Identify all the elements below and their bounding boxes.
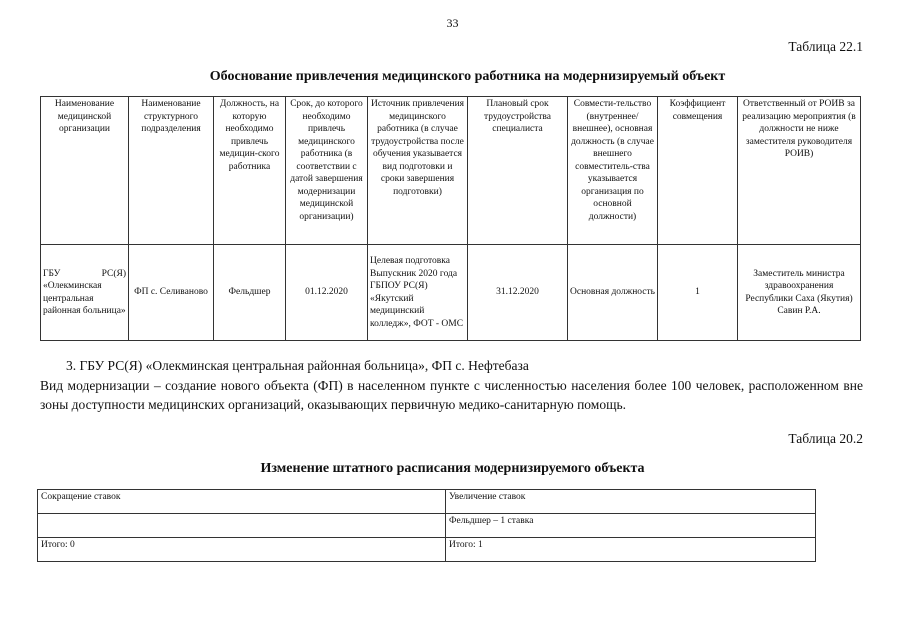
table-caption-22-1: Таблица 22.1	[788, 39, 863, 54]
header-planned-date: Плановый срок трудоустройства специалиста	[468, 97, 568, 245]
cell-coefficient: 1	[658, 245, 738, 341]
cell-position: Фельдшер	[214, 245, 286, 341]
cell-deadline: 01.12.2020	[286, 245, 368, 341]
cell-planned-date: 31.12.2020	[468, 245, 568, 341]
header-responsible: Ответственный от РОИВ за реализацию мероприятия (в должности не ниже заместителя руководителя РОИВ)	[738, 97, 861, 245]
header-increase: Увеличение ставок	[446, 490, 816, 514]
total-increase: Итого: 1	[446, 538, 816, 562]
staffing-table	[37, 489, 816, 562]
header-combination: Совмести-тельство (внутреннее/ внешнее), основная должность (в случае внешнего совместитель-ства указывается организация по основной должности)	[568, 97, 658, 245]
table-row	[41, 245, 861, 341]
header-source: Источник привлечения медицинского работника (в случае трудоустройства после обучения указывается вид подготовки и сроки завершения подготовки)	[368, 97, 468, 245]
cell-division: ФП с. Селиваново	[129, 245, 214, 341]
header-reduction: Сокращение ставок	[38, 490, 446, 514]
table-title-1: Обоснование привлечения медицинского работника на модернизируемый объект	[209, 69, 726, 84]
section-heading: 3. ГБУ РС(Я) «Олекминская центральная районная больница», ФП с. Нефтебаза	[66, 358, 529, 373]
table-header-row	[41, 97, 861, 245]
header-deadline: Срок, до которого необходимо привлечь медицинского работника (в соответствии с датой завершения модернизации медицинской организации)	[286, 97, 368, 245]
cell-organization: ГБУ РС(Я) «Олекминская центральная районная больница»	[41, 245, 129, 341]
header-division: Наименование структурного подразделения	[129, 97, 214, 245]
header-organization: Наименование медицинской организации	[41, 97, 129, 245]
table-row	[38, 514, 816, 538]
cell-reduction	[38, 514, 446, 538]
header-coefficient: Коэффициент совмещения	[658, 97, 738, 245]
page-number: 33	[446, 16, 459, 30]
justification-table	[40, 96, 861, 341]
section-paragraph: Вид модернизации – создание нового объекта (ФП) в населенном пункте с численностью населения более 100 человек, расположенном вне зоны доступности медицинских организаций, оказывающих первичную медико-санитарную помощь.	[40, 378, 863, 412]
table-title-2: Изменение штатного расписания модернизируемого объекта	[260, 461, 645, 476]
cell-increase: Фельдшер – 1 ставка	[446, 514, 816, 538]
total-reduction: Итого: 0	[38, 538, 446, 562]
table-caption-20-2: Таблица 20.2	[788, 431, 863, 446]
cell-responsible: Заместитель министра здравоохранения Республики Саха (Якутия) Савин Р.А.	[738, 245, 861, 341]
table-row	[38, 490, 816, 514]
table-row	[38, 538, 816, 562]
cell-combination: Основная должность	[568, 245, 658, 341]
header-position: Должность, на которую необходимо привлечь медицин-ского работника	[214, 97, 286, 245]
cell-source: Целевая подготовка Выпускник 2020 года ГБПОУ РС(Я) «Якутский медицинский колледж», ФОТ - ОМС	[368, 245, 468, 341]
